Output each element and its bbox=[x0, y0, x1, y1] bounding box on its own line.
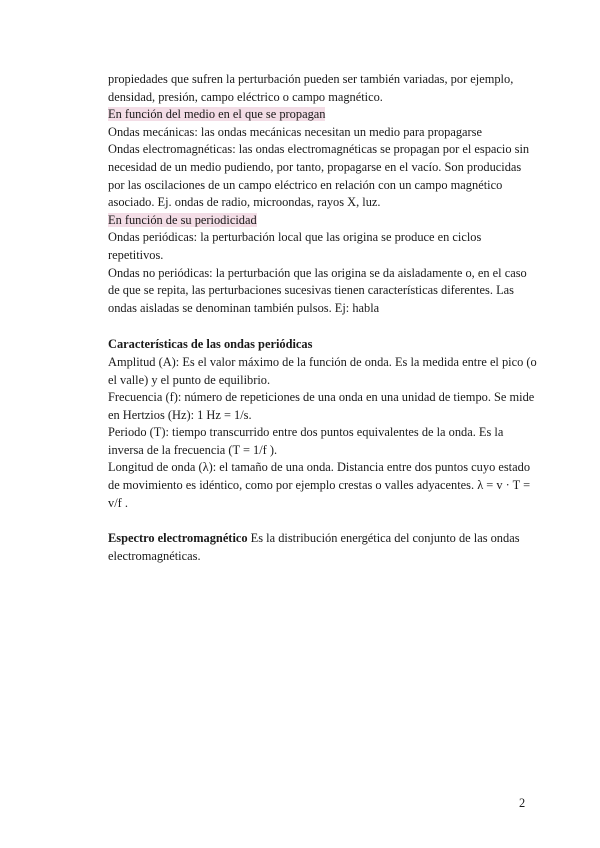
paragraph-periodo: Periodo (T): tiempo transcurrido entre dos puntos equivalentes de la onda. Es la inversa de la frecuencia (T = 1/f ). bbox=[108, 425, 504, 457]
spacer bbox=[108, 317, 538, 336]
paragraph-propiedades: propiedades que sufren la perturbación pueden ser también variadas, por ejemplo, densidad, presión, campo eléctrico o campo magnético. bbox=[108, 72, 514, 104]
paragraph-ondas-electromagneticas: Ondas electromagnéticas: las ondas electromagnéticas se propagan por el espacio sin necesidad de un medio pudiendo, por tanto, propagarse en el vacío. Son producidas por las oscilaciones de un campo eléctrico en relación con un campo magnético asociado. Ej. ondas de radio, microondas, rayos X, luz. bbox=[108, 142, 530, 210]
subheading-periodicidad bbox=[108, 212, 538, 230]
paragraph-frecuencia: Frecuencia (f): número de repeticiones de una onda en una unidad de tiempo. Se mide en Hertzios (Hz): 1 Hz = 1/s. bbox=[108, 390, 535, 422]
page-number: 2 bbox=[519, 796, 526, 810]
section-title-caracteristicas: Características de las ondas periódicas bbox=[108, 337, 313, 352]
highlighted-subheading-periodicidad: En función de su periodicidad bbox=[108, 212, 257, 227]
paragraph-amplitud: Amplitud (A): Es el valor máximo de la función de onda. Es la medida entre el pico (o el valle) y el punto de equilibrio. bbox=[108, 354, 537, 387]
document-page bbox=[108, 71, 538, 565]
paragraph-ondas-periodicas: Ondas periódicas: la perturbación local que las origina se produce en ciclos repetitivos. bbox=[108, 230, 482, 262]
paragraph-ondas-mecanicas: Ondas mecánicas: las ondas mecánicas necesitan un medio para propagarse bbox=[108, 124, 482, 139]
term-espectro: Espectro electromagnético bbox=[108, 531, 248, 546]
highlighted-subheading-medio: En función del medio en el que se propagan bbox=[108, 107, 326, 122]
spacer bbox=[108, 512, 538, 530]
paragraph-ondas-no-periodicas: Ondas no periódicas: la perturbación que las origina se da aisladamente o, en el caso de que se repita, las perturbaciones sucesivas tienen características diferentes. Las ondas aisladas se denominan también pulsos. Ej: habla bbox=[108, 265, 527, 315]
definition-espectro: Es la distribución energética del conjunto de las ondas electromagnéticas. bbox=[108, 531, 520, 563]
paragraph-longitud-onda: Longitud de onda (λ): el tamaño de una onda. Distancia entre dos puntos cuyo estado de movimiento es idéntico, como por ejemplo crestas o valles adyacentes. λ = v · T = v/f . bbox=[108, 460, 531, 510]
paragraph-espectro bbox=[108, 530, 538, 565]
subheading-medio bbox=[108, 106, 538, 124]
